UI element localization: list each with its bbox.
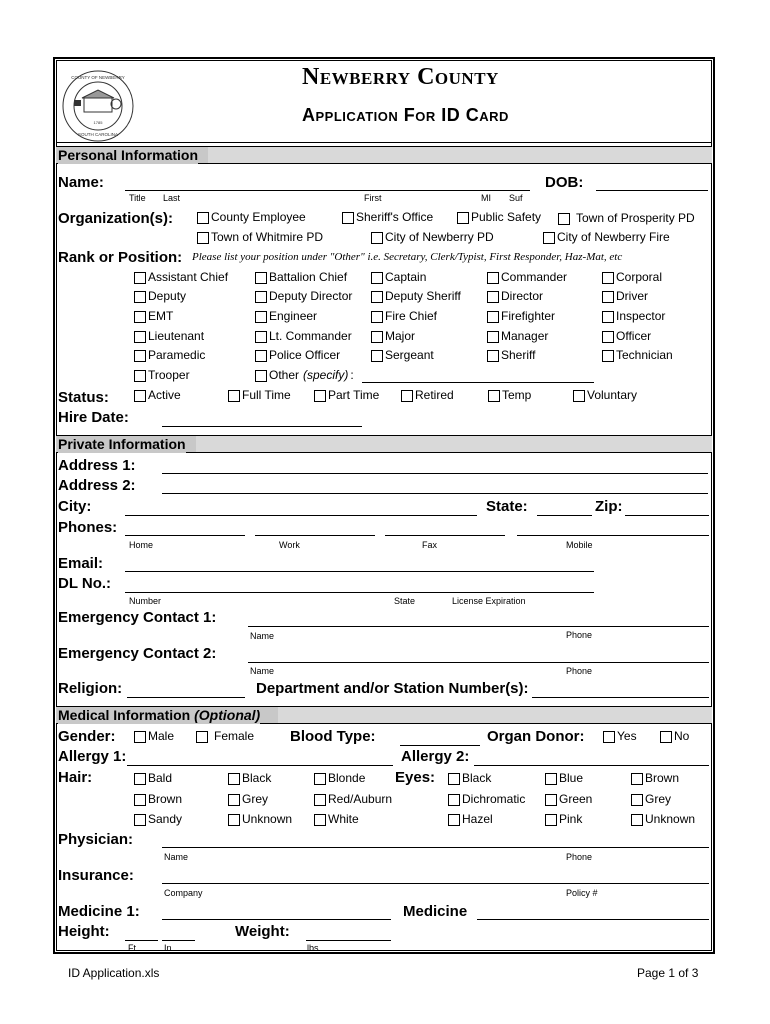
phones-label: Phones: — [58, 519, 118, 536]
dob-field[interactable] — [596, 190, 708, 191]
email-field[interactable] — [125, 571, 594, 572]
checkbox-icon[interactable] — [134, 390, 146, 402]
donor-checkbox[interactable]: Yes — [603, 729, 637, 744]
checkbox-icon[interactable] — [558, 213, 570, 225]
ft-label: Ft. — [128, 943, 139, 953]
gender-checkbox[interactable]: Male — [134, 729, 174, 744]
name-sub-last: Last — [163, 193, 181, 203]
header-divider — [56, 142, 712, 143]
status-checkbox[interactable]: Active — [134, 388, 181, 403]
checkbox-icon[interactable] — [371, 331, 383, 343]
checkbox-icon[interactable] — [314, 390, 326, 402]
rank-checkbox[interactable]: EMT — [134, 309, 173, 324]
checkbox-icon[interactable] — [314, 814, 326, 826]
checkbox-icon[interactable] — [228, 794, 240, 806]
phone-sub-label: Mobile — [566, 540, 593, 550]
height-ft-field[interactable] — [125, 940, 158, 941]
department-field[interactable] — [532, 697, 709, 698]
checkbox-icon[interactable] — [631, 814, 643, 826]
checkbox-icon[interactable] — [314, 794, 326, 806]
checkbox-icon[interactable] — [545, 794, 557, 806]
checkbox-icon[interactable] — [228, 390, 240, 402]
checkbox-icon[interactable] — [573, 390, 585, 402]
phone-sub-label: Fax — [422, 540, 438, 550]
eye-checkbox[interactable]: Dichromatic — [448, 792, 525, 807]
org-checkbox[interactable]: Public Safety — [457, 210, 541, 225]
rank-checkbox[interactable]: Police Officer — [255, 348, 340, 363]
hair-checkbox[interactable]: Black — [228, 771, 271, 786]
emergency2-label: Emergency Contact 2: — [58, 645, 217, 662]
donor-checkbox[interactable]: No — [660, 729, 689, 744]
checkbox-icon[interactable] — [457, 212, 469, 224]
checkbox-icon[interactable] — [228, 814, 240, 826]
checkbox-icon[interactable] — [603, 731, 615, 743]
checkbox-icon[interactable] — [314, 773, 326, 785]
checkbox-icon[interactable] — [134, 350, 146, 362]
rank-checkbox[interactable]: Major — [371, 329, 415, 344]
other-specify-field[interactable] — [362, 382, 594, 383]
checkbox-icon[interactable] — [255, 311, 267, 323]
org-checkbox[interactable]: City of Newberry PD — [371, 230, 494, 245]
physician-phone-label: Phone — [566, 852, 593, 862]
name-sub-suf: Suf — [509, 193, 523, 203]
hair-checkbox[interactable]: Unknown — [228, 812, 292, 827]
blood-type-label: Blood Type: — [290, 728, 376, 745]
county-seal-icon — [60, 68, 136, 144]
rank-checkbox[interactable]: Engineer — [255, 309, 317, 324]
checkbox-icon[interactable] — [545, 773, 557, 785]
hair-checkbox[interactable]: Red/Auburn — [314, 792, 392, 807]
address1-label: Address 1: — [58, 457, 136, 474]
checkbox-icon[interactable] — [342, 212, 354, 224]
checkbox-icon[interactable] — [401, 390, 413, 402]
hair-checkbox[interactable]: Blonde — [314, 771, 365, 786]
checkbox-icon[interactable] — [543, 232, 555, 244]
checkbox-icon[interactable] — [545, 814, 557, 826]
weight-field[interactable] — [306, 940, 391, 941]
footer-page: Page 1 of 3 — [637, 966, 699, 980]
hair-checkbox[interactable]: Brown — [134, 792, 182, 807]
section-title: Medical Information (Optional) — [58, 707, 261, 723]
section-medical — [56, 706, 712, 724]
status-checkbox[interactable]: Voluntary — [573, 388, 637, 403]
lbs-label: lbs. — [307, 943, 322, 953]
height-label: Height: — [58, 923, 110, 940]
rank-checkbox[interactable]: Sergeant — [371, 348, 434, 363]
checkbox-icon[interactable] — [134, 272, 146, 284]
org-checkbox[interactable]: City of Newberry Fire — [543, 230, 670, 245]
emergency1-label: Emergency Contact 1: — [58, 609, 217, 626]
rank-other-checkbox[interactable]: Other (specify) : — [255, 368, 354, 383]
rank-checkbox[interactable]: Sheriff — [487, 348, 535, 363]
section-private — [56, 435, 712, 453]
physician-name-label: Name — [164, 852, 189, 862]
ec1-name-label: Name — [250, 631, 275, 641]
zip-label: Zip: — [595, 498, 623, 515]
checkbox-icon[interactable] — [660, 731, 672, 743]
checkbox-icon[interactable] — [196, 731, 208, 743]
address2-field[interactable] — [162, 493, 708, 494]
checkbox-icon[interactable] — [448, 773, 460, 785]
checkbox-icon[interactable] — [197, 212, 209, 224]
rank-checkbox[interactable]: Director — [487, 289, 543, 304]
checkbox-icon[interactable] — [371, 232, 383, 244]
checkbox-icon[interactable] — [487, 350, 499, 362]
email-label: Email: — [58, 555, 104, 572]
insurance-company-label: Company — [164, 888, 203, 898]
checkbox-icon[interactable] — [448, 814, 460, 826]
dl-sub-label: State — [394, 596, 416, 606]
checkbox-icon[interactable] — [371, 291, 383, 303]
checkbox-icon[interactable] — [228, 773, 240, 785]
rank-checkbox[interactable]: Corporal — [602, 270, 662, 285]
checkbox-icon[interactable] — [602, 272, 614, 284]
eye-checkbox[interactable]: Hazel — [448, 812, 493, 827]
checkbox-icon[interactable] — [487, 291, 499, 303]
rank-checkbox[interactable]: Commander — [487, 270, 567, 285]
city-field[interactable] — [125, 515, 477, 516]
name-sub-mi: MI — [481, 193, 491, 203]
phone-sub-label: Home — [129, 540, 154, 550]
emergency1-field[interactable] — [248, 626, 709, 627]
in-label: In. — [164, 943, 175, 953]
physician-label: Physician: — [58, 831, 134, 848]
rank-label: Rank or Position: — [58, 249, 183, 266]
rank-checkbox[interactable]: Fire Chief — [371, 309, 437, 324]
rank-checkbox[interactable]: Lt. Commander — [255, 329, 352, 344]
medicine1-label: Medicine 1: — [58, 903, 140, 920]
rank-checkbox[interactable]: Deputy Director — [255, 289, 352, 304]
eye-checkbox[interactable]: Unknown — [631, 812, 695, 827]
checkbox-icon[interactable] — [255, 331, 267, 343]
department-label: Department and/or Station Number(s): — [256, 680, 529, 697]
eye-checkbox[interactable]: Pink — [545, 812, 582, 827]
status-checkbox[interactable]: Full Time — [228, 388, 291, 403]
checkbox-icon[interactable] — [255, 291, 267, 303]
checkbox-icon[interactable] — [134, 331, 146, 343]
svg-text:COUNTY OF NEWBERRY: COUNTY OF NEWBERRY — [71, 75, 125, 80]
medicine1-field[interactable] — [162, 919, 391, 920]
checkbox-icon[interactable] — [602, 291, 614, 303]
name-sub-first: First — [364, 193, 382, 203]
hair-checkbox[interactable]: Bald — [134, 771, 172, 786]
phone-fax-field[interactable] — [385, 535, 505, 536]
dl-field[interactable] — [125, 592, 594, 593]
emergency2-field[interactable] — [248, 662, 709, 663]
hair-checkbox[interactable]: Grey — [228, 792, 268, 807]
organization-label: Organization(s): — [58, 210, 173, 227]
checkbox-icon[interactable] — [448, 794, 460, 806]
checkbox-icon[interactable] — [134, 731, 146, 743]
dl-label: DL No.: — [58, 575, 112, 592]
rank-checkbox[interactable]: Assistant Chief — [134, 270, 228, 285]
eye-checkbox[interactable]: Grey — [631, 792, 671, 807]
allergy2-field[interactable] — [474, 765, 709, 766]
hire-date-label: Hire Date: — [58, 409, 129, 426]
checkbox-icon[interactable] — [371, 350, 383, 362]
section-title: Personal Information — [58, 147, 199, 163]
checkbox-icon[interactable] — [488, 390, 500, 402]
checkbox-icon[interactable] — [371, 311, 383, 323]
checkbox-icon[interactable] — [487, 272, 499, 284]
rank-checkbox[interactable]: Battalion Chief — [255, 270, 347, 285]
address2-label: Address 2: — [58, 477, 136, 494]
ec1-phone-label: Phone — [566, 630, 593, 640]
hire-date-field[interactable] — [162, 426, 362, 427]
rank-note: Please list your position under "Other" i.e. Secretary, Clerk/Typist, First Responder, Haz-Mat, etc — [192, 251, 623, 263]
dl-sub-label: Number — [129, 596, 162, 606]
rank-checkbox[interactable]: Captain — [371, 270, 426, 285]
checkbox-icon[interactable] — [134, 773, 146, 785]
county-title: Newberry County — [302, 64, 499, 90]
height-in-field[interactable] — [162, 940, 195, 941]
eye-checkbox[interactable]: Brown — [631, 771, 679, 786]
city-label: City: — [58, 498, 92, 515]
eyes-label: Eyes: — [395, 769, 436, 786]
rank-checkbox[interactable]: Technician — [602, 348, 673, 363]
status-label: Status: — [58, 389, 109, 406]
checkbox-icon[interactable] — [134, 291, 146, 303]
rank-checkbox[interactable]: Firefighter — [487, 309, 555, 324]
checkbox-icon[interactable] — [487, 331, 499, 343]
medicine-label: Medicine — [403, 903, 468, 920]
checkbox-icon[interactable] — [602, 331, 614, 343]
form-title: Application For ID Card — [302, 105, 509, 125]
phone-home-field[interactable] — [125, 535, 245, 536]
phone-work-field[interactable] — [255, 535, 375, 536]
rank-checkbox[interactable]: Inspector — [602, 309, 665, 324]
name-field[interactable] — [125, 190, 530, 191]
state-label: State: — [486, 498, 528, 515]
rank-checkbox[interactable]: Paramedic — [134, 348, 205, 363]
phone-mobile-field[interactable] — [517, 535, 709, 536]
eye-checkbox[interactable]: Blue — [545, 771, 583, 786]
allergy1-field[interactable] — [127, 765, 393, 766]
checkbox-icon[interactable] — [255, 272, 267, 284]
rank-checkbox[interactable]: Deputy — [134, 289, 186, 304]
organ-donor-label: Organ Donor: — [487, 728, 585, 745]
svg-text:1785: 1785 — [93, 120, 103, 125]
rank-checkbox[interactable]: Lieutenant — [134, 329, 204, 344]
footer-filename: ID Application.xls — [68, 966, 160, 980]
allergy1-label: Allergy 1: — [58, 748, 127, 765]
org-checkbox[interactable]: Sheriff's Office — [342, 210, 433, 225]
eye-checkbox[interactable]: Black — [448, 771, 491, 786]
address1-field[interactable] — [162, 473, 708, 474]
org-checkbox[interactable]: Town of Whitmire PD — [197, 230, 323, 245]
status-checkbox[interactable]: Retired — [401, 388, 454, 403]
allergy2-label: Allergy 2: — [401, 748, 470, 765]
ec2-phone-label: Phone — [566, 666, 593, 676]
ec2-name-label: Name — [250, 666, 275, 676]
rank-checkbox[interactable]: Driver — [602, 289, 648, 304]
status-checkbox[interactable]: Temp — [488, 388, 531, 403]
zip-field[interactable] — [625, 515, 709, 516]
checkbox-icon[interactable] — [134, 794, 146, 806]
rank-checkbox[interactable]: Officer — [602, 329, 651, 344]
hair-label: Hair: — [58, 769, 93, 786]
org-checkbox[interactable]: County Employee — [197, 210, 306, 225]
hair-checkbox[interactable]: White — [314, 812, 359, 827]
section-title: Private Information — [58, 436, 186, 452]
blood-type-field[interactable] — [400, 745, 480, 746]
checkbox-icon[interactable] — [371, 272, 383, 284]
checkbox-icon[interactable] — [255, 370, 267, 382]
checkbox-icon[interactable] — [487, 311, 499, 323]
checkbox-icon[interactable] — [631, 773, 643, 785]
gender-label: Gender: — [58, 728, 116, 745]
org-checkbox[interactable]: Town of Prosperity PD — [558, 211, 695, 226]
checkbox-icon[interactable] — [134, 814, 146, 826]
state-field[interactable] — [537, 515, 592, 516]
physician-field[interactable] — [162, 847, 709, 848]
phone-sub-label: Work — [279, 540, 300, 550]
checkbox-icon[interactable] — [134, 311, 146, 323]
eye-checkbox[interactable]: Green — [545, 792, 592, 807]
weight-label: Weight: — [235, 923, 290, 940]
insurance-label: Insurance: — [58, 867, 134, 884]
section-personal — [56, 146, 712, 164]
checkbox-icon[interactable] — [255, 350, 267, 362]
checkbox-icon[interactable] — [602, 311, 614, 323]
rank-checkbox[interactable]: Deputy Sheriff — [371, 289, 461, 304]
insurance-field[interactable] — [162, 883, 709, 884]
checkbox-icon[interactable] — [197, 232, 209, 244]
name-label: Name: — [58, 174, 104, 191]
hair-checkbox[interactable]: Sandy — [134, 812, 182, 827]
insurance-policy-label: Policy # — [566, 888, 598, 898]
dl-sub-label: License Expiration — [452, 596, 526, 606]
svg-text:SOUTH CAROLINA: SOUTH CAROLINA — [77, 132, 119, 137]
dob-label: DOB: — [545, 174, 584, 191]
name-sub-title: Title — [129, 193, 146, 203]
medicine-field[interactable] — [477, 919, 709, 920]
checkbox-icon[interactable] — [602, 350, 614, 362]
gender-checkbox[interactable]: Female — [196, 729, 254, 744]
rank-checkbox[interactable]: Manager — [487, 329, 548, 344]
checkbox-icon[interactable] — [631, 794, 643, 806]
religion-label: Religion: — [58, 680, 123, 697]
rank-checkbox[interactable]: Trooper — [134, 368, 190, 383]
status-checkbox[interactable]: Part Time — [314, 388, 379, 403]
religion-field[interactable] — [127, 697, 245, 698]
checkbox-icon[interactable] — [134, 370, 146, 382]
